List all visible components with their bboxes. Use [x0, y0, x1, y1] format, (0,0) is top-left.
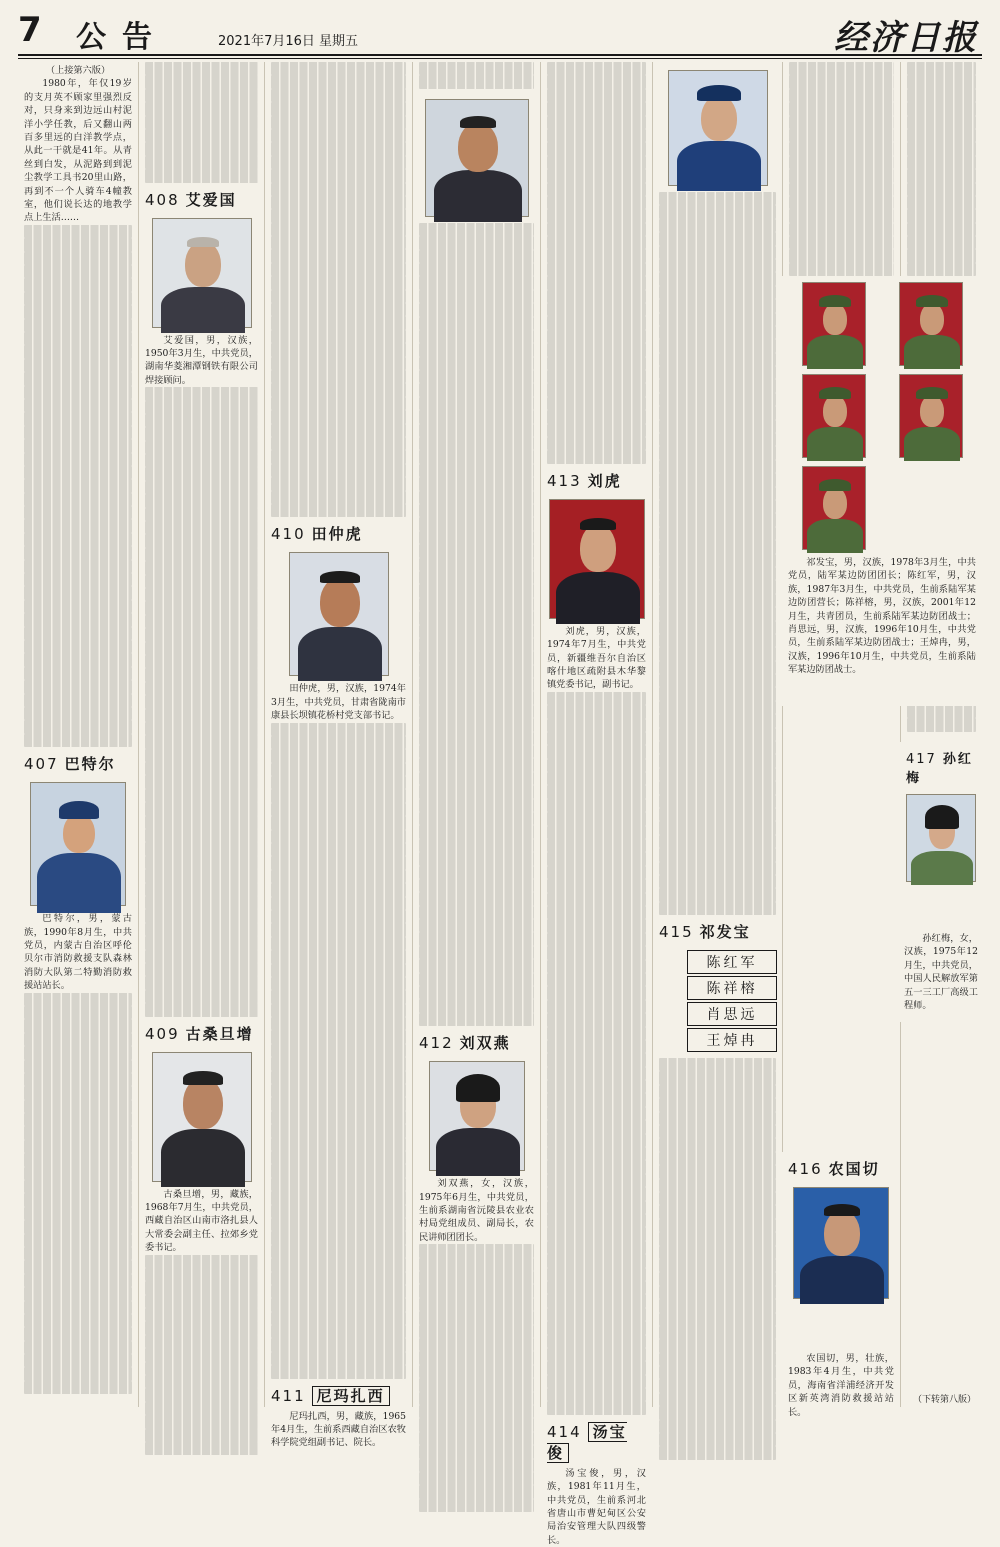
- article-columns: [18, 62, 982, 1546]
- honoree-name: 肖思远: [687, 1002, 777, 1026]
- honoree-name: 陈红军: [687, 950, 777, 974]
- honoree-heading-412: 412 刘双燕: [419, 1034, 511, 1053]
- honoree-name: 陈祥榕: [687, 976, 777, 1000]
- honoree-heading-408: 408 艾爱国: [145, 190, 237, 209]
- portrait-414: [668, 70, 768, 186]
- honoree-intro-413: 刘虎，男，汉族，1974年7月生，中共党员，新疆维吾尔自治区喀什地区疏附县木华黎镇党委书记，副书记。: [547, 625, 646, 691]
- portrait-413: [549, 499, 645, 619]
- block-417-intro: [900, 932, 982, 1022]
- honoree-name-list-415: [687, 950, 777, 1052]
- column-5: [540, 62, 652, 1546]
- column-4: [412, 62, 540, 1407]
- portrait-group-415: [782, 276, 982, 706]
- portrait-417: [906, 794, 976, 882]
- honoree-heading-407: 407 巴特尔: [24, 755, 116, 774]
- column-1: [18, 62, 138, 1407]
- masthead: [18, 8, 982, 56]
- continued-from: （上接第六版）: [45, 65, 111, 76]
- portrait-409: [152, 1052, 252, 1182]
- column-6: [652, 62, 782, 1407]
- portrait: [802, 282, 866, 366]
- honoree-intro-408: 艾爱国，男，汉族，1950年3月生，中共党员，湖南华菱湘潭钢铁有限公司焊接顾问。: [145, 334, 258, 386]
- newspaper-logo: 经济日报: [834, 18, 978, 58]
- honoree-heading-415: 415 祁发宝: [659, 923, 751, 942]
- honoree-heading-414: 414 汤宝俊: [547, 1422, 627, 1462]
- portrait: [899, 374, 963, 458]
- honoree-intro-407: 巴特尔，男，蒙古族，1990年8月生，中共党员，内蒙古自治区呼伦贝尔市消防救援支队森林消防大队第二特勤消防救援站站长。: [24, 913, 132, 992]
- honoree-heading-409: 409 古桑旦增: [145, 1024, 254, 1043]
- portrait-410: [289, 552, 389, 676]
- page-number: 7: [18, 10, 42, 50]
- column-3: [264, 62, 412, 1449]
- honoree-intro-417: 孙红梅，女，汉族，1975年12月生，中共党员，中国人民解放军第五一三工厂高级工程师。: [904, 933, 978, 1012]
- section-title: 公告: [76, 20, 168, 55]
- portrait: [802, 374, 866, 458]
- portrait-408: [152, 218, 252, 328]
- honoree-intro-410: 田仲虎，男，汉族，1974年3月生，中共党员，甘肃省陇南市康县长坝镇花桥村党支部书记。: [271, 683, 406, 722]
- column-8: [900, 62, 982, 1407]
- honoree-heading-411: 411 尼玛扎西: [265, 1379, 412, 1410]
- honoree-intro-409: 古桑旦增，男，藏族，1968年7月生，中共党员，西藏自治区山南市洛扎县人大常委会副主任、拉郊乡党委书记。: [145, 1188, 258, 1254]
- portrait-411: [425, 99, 529, 217]
- honoree-intro-411: 尼玛扎西，男，藏族，1965年4月生，生前系西藏自治区农牧科学院党组副书记、院长。: [271, 1410, 406, 1449]
- block-417: [900, 742, 982, 932]
- honoree-heading-413: 413 刘虎: [547, 471, 622, 490]
- portrait: [802, 466, 866, 550]
- honoree-heading-410: 410 田仲虎: [271, 525, 363, 544]
- column-2: [138, 62, 264, 1407]
- honoree-name: 王焯冉: [687, 1028, 777, 1052]
- portrait-412: [429, 1061, 525, 1171]
- block-416-intro: [782, 1352, 900, 1418]
- honoree-intro-416: 农国切，男，壮族，1983年4月生，中共党员，海南省洋浦经济开发区新英湾消防救援站站长。: [788, 1353, 894, 1418]
- rule: [18, 58, 982, 59]
- block-416: [782, 1152, 900, 1352]
- portrait-407: [30, 782, 126, 906]
- honoree-intro-412: 刘双燕，女，汉族，1975年6月生，中共党员，生前系湖南省沅陵县农业农村局党组成员、副局长，农民讲师团团长。: [419, 1178, 534, 1243]
- continued-to: （下转第八版）: [912, 1395, 976, 1405]
- honoree-intro-415: 祁发宝，男，汉族，1978年3月生，中共党员，陆军某边防团团长；陈红军，男，汉族，1987年3月生，中共党员，生前系陆军某边防团营长；陈祥榕，男，汉族，2001年12月生，共青团员，生前系陆军某边防团战士；肖思远，男，汉族，1996年10月生，中共党员，生前系陆军某边防团战士；王焯冉，男，汉族，1996年10月生，中共党员，生前系陆军某边防团战士。: [788, 557, 976, 676]
- honoree-intro-414: 汤宝俊，男，汉族，1981年11月生，中共党员，生前系河北省唐山市曹妃甸区公安局治安管理大队四级警长。: [547, 1467, 646, 1546]
- portrait-416: [793, 1187, 889, 1299]
- portrait: [899, 282, 963, 366]
- honoree-heading-416: 416 农国切: [788, 1160, 880, 1178]
- issue-date: 2021年7月16日 星期五: [218, 34, 359, 49]
- honoree-heading-417: 417 孙红梅: [906, 752, 973, 786]
- body-paragraph: 1980年，年仅19岁的支月英不顾家里强烈反对，只身来到边远山村泥洋小学任教，后又翻山两百多里远的白洋教学点，从此一干就是41年。从青丝到白发，从泥路到到泥尘教学工具书20里山路，再到不一个人骑车4幢教室，他们说长达的地教学点上生活……: [24, 78, 132, 224]
